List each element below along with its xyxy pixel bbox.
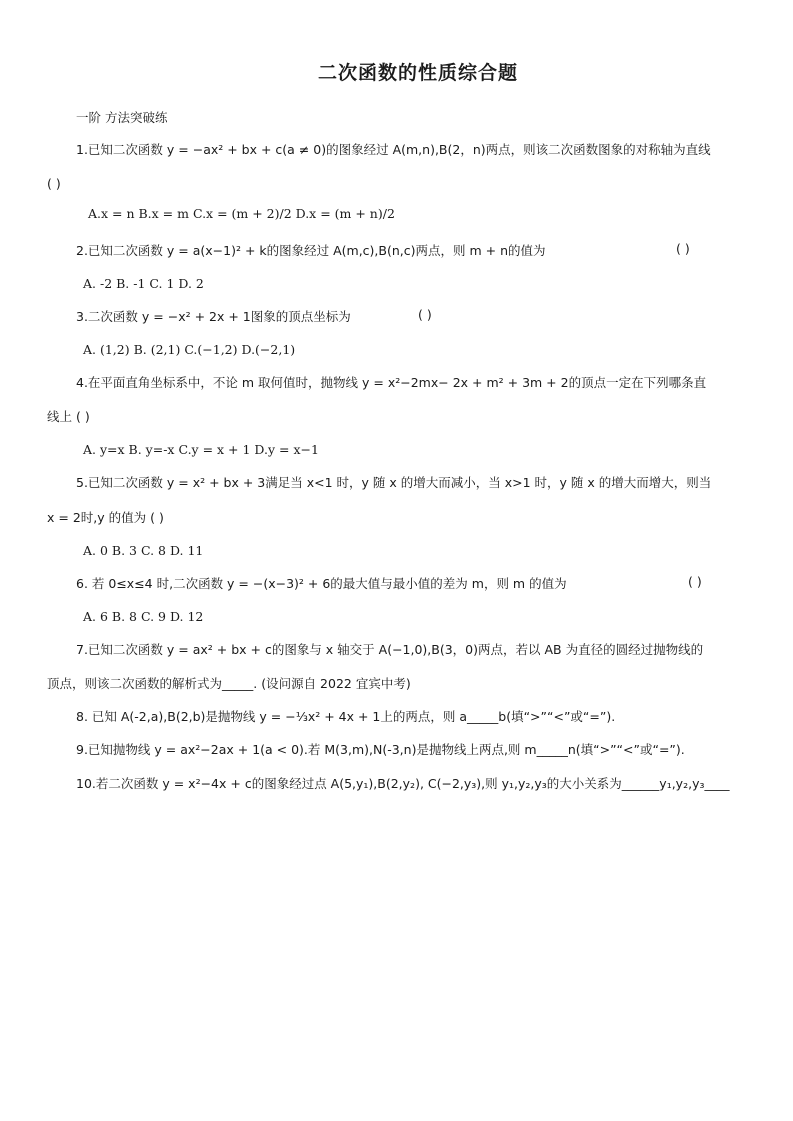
question-8-text: 8. 已知 A(-2,a),B(2,b)是抛物线 y = −⅓x² + 4x + 1上的两点，则 a_____b(填“>”“<”或“=”).: [76, 709, 616, 724]
section-heading: 一阶 方法突破练: [76, 110, 168, 125]
question-6-text: 6. 若 0≤x≤4 时,二次函数 y = −(x−3)² + 6的最大值与最小值的差为 m，则 m 的值为: [76, 576, 567, 591]
question-7-line-2: 顶点，则该二次函数的解析式为_____. (设问源自 2022 宜宾中考): [47, 676, 411, 691]
question-3-options: A. (1,2) B. (2,1) C.(−1,2) D.(−2,1): [83, 342, 296, 357]
question-1-answer-paren: ( ): [47, 176, 61, 191]
question-4-line-2: 线上 ( ): [47, 409, 90, 424]
question-4-options: A. y=x B. y=-x C.y = x + 1 D.y = x−1: [83, 442, 319, 457]
question-2-answer-paren: ( ): [676, 241, 690, 256]
question-1-line-1: 1.已知二次函数 y = −ax² + bx + c(a ≠ 0)的图象经过 A(m,n),B(2，n)两点，则该二次函数图象的对称轴为直线: [76, 142, 711, 157]
page-title: 二次函数的性质综合题: [317, 62, 518, 84]
question-3-answer-paren: ( ): [418, 307, 432, 322]
question-6-options: A. 6 B. 8 C. 9 D. 12: [83, 609, 204, 624]
question-10-text: 10.若二次函数 y = x²−4x + c的图象经过点 A(5,y₁),B(2,y₂), C(−2,y₃),则 y₁,y₂,y₃的大小关系为______y₁,y₂,y₃____: [76, 776, 730, 791]
question-2-options: A. -2 B. -1 C. 1 D. 2: [83, 276, 204, 291]
question-7-line-1: 7.已知二次函数 y = ax² + bx + c的图象与 x 轴交于 A(−1,0),B(3，0)两点，若以 AB 为直径的圆经过抛物线的: [76, 642, 704, 657]
question-2-text: 2.已知二次函数 y = a(x−1)² + k的图象经过 A(m,c),B(n,c)两点，则 m + n的值为: [76, 243, 546, 258]
question-5-line-1: 5.已知二次函数 y = x² + bx + 3满足当 x<1 时，y 随 x 的增大而减小，当 x>1 时，y 随 x 的增大而增大，则当: [76, 475, 712, 490]
question-3-text: 3.二次函数 y = −x² + 2x + 1图象的顶点坐标为: [76, 309, 351, 324]
question-4-line-1: 4.在平面直角坐标系中，不论 m 取何值时，抛物线 y = x²−2mx− 2x + m² + 3m + 2的顶点一定在下列哪条直: [76, 375, 707, 390]
question-5-options: A. 0 B. 3 C. 8 D. 11: [83, 543, 204, 558]
question-9-text: 9.已知抛物线 y = ax²−2ax + 1(a < 0).若 M(3,m),N(-3,n)是抛物线上两点,则 m_____n(填“>”“<”或“=”).: [76, 742, 685, 757]
question-5-line-2: x = 2时,y 的值为 ( ): [47, 510, 164, 525]
question-6-answer-paren: ( ): [688, 574, 702, 589]
question-1-options: A.x = n B.x = m C.x = (m + 2)/2 D.x = (m + n)/2: [88, 206, 395, 221]
